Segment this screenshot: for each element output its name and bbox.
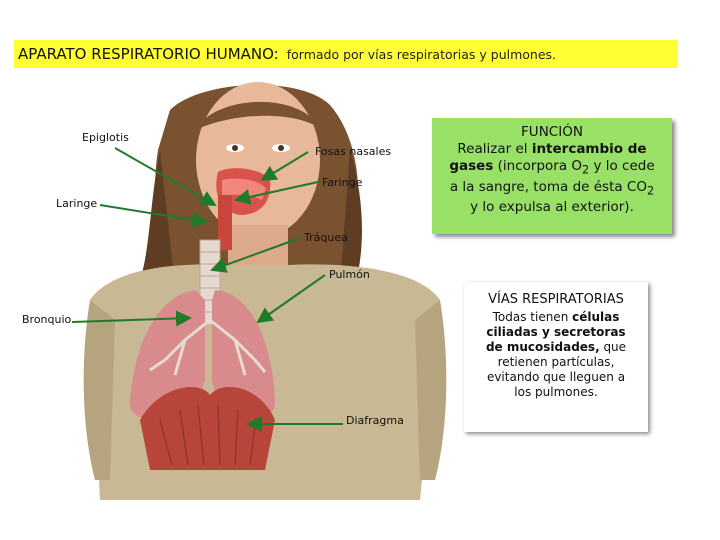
funcion-line-1: Realizar el intercambio de [457, 141, 647, 157]
vias-line-5: evitando que lleguen a [486, 370, 626, 384]
funcion-line-2: gases (incorpora $O_2$ y lo cede [449, 158, 655, 177]
funcion-line-3: a la sangre, toma de ésta $CO_2$ [449, 178, 655, 198]
vias-respiratorias-box [464, 282, 648, 432]
vias-line-2: ciliadas y secretoras [486, 325, 626, 339]
funcion-line-4: y lo expulsa al exterior). [470, 199, 634, 216]
funcion-heading: FUNCIÓN [521, 124, 583, 140]
page-subtitle: formado por vías respiratorias y pulmones. [286, 46, 557, 62]
label-laringe: Laringe [56, 197, 98, 210]
vias-line-1: Todas tienen células [492, 310, 620, 324]
label-fosas-nasales: Fosas nasales [315, 145, 392, 158]
vias-heading: VÍAS RESPIRATORIAS [488, 292, 624, 307]
label-traquea: Tráquea [304, 231, 348, 244]
vias-line-3: de mucosidades, que [485, 340, 627, 354]
label-bronquio: Bronquio [22, 313, 72, 326]
label-pulmon: Pulmón [329, 268, 370, 281]
vias-line-6: los pulmones. [514, 385, 598, 399]
vias-line-4: retienen partículas, [497, 355, 615, 369]
label-epiglotis: Epiglotis [82, 131, 129, 144]
label-diafragma: Diafragma [346, 414, 404, 427]
label-faringe: Faringe [322, 176, 363, 189]
funcion-box [432, 118, 672, 234]
page-title: APARATO RESPIRATORIO HUMANO: [18, 45, 279, 63]
